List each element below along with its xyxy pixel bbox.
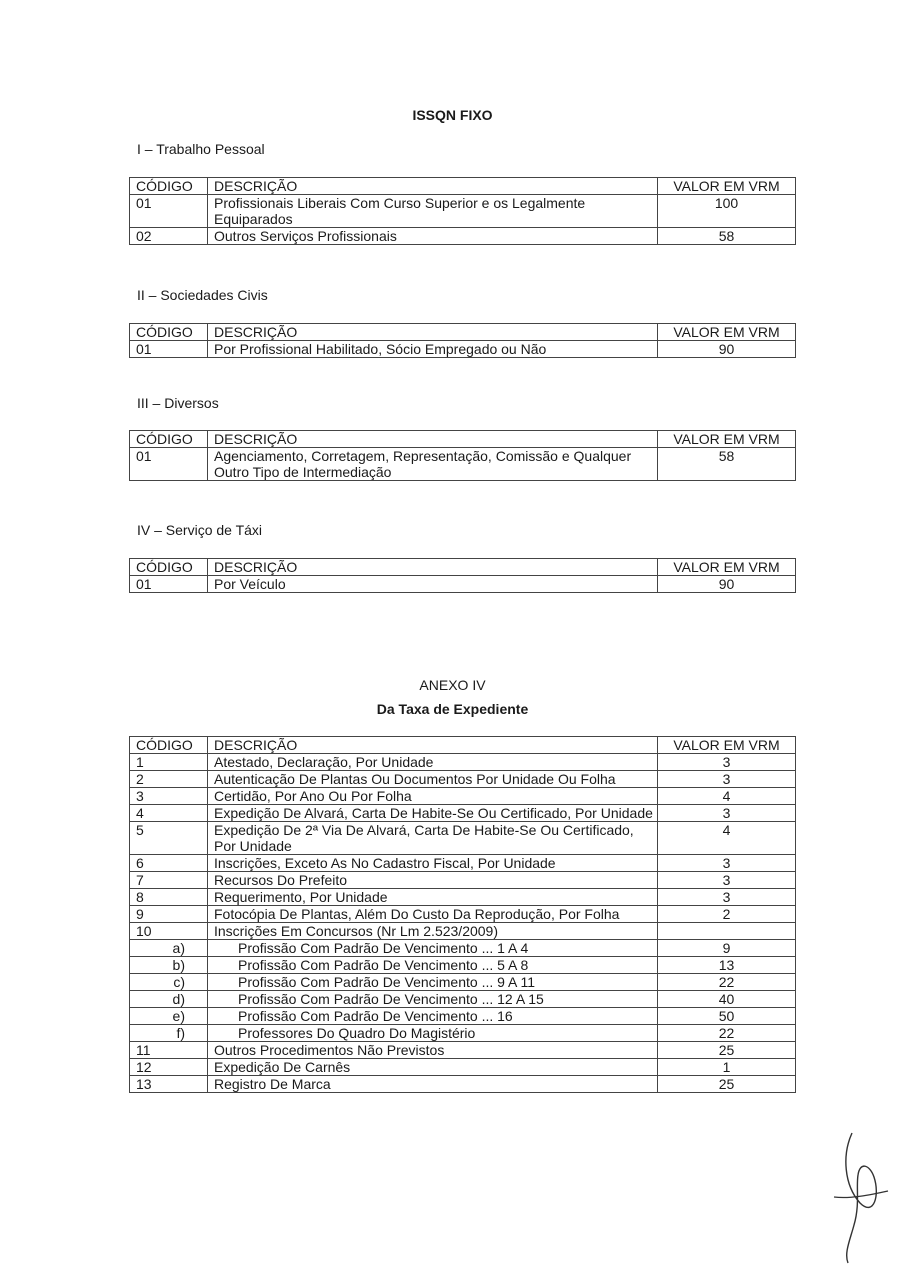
row-desc: Fotocópia De Plantas, Além Do Custo Da Reprodução, Por Folha [208, 906, 658, 923]
row-code: 9 [130, 906, 208, 923]
row-value: 25 [658, 1076, 796, 1093]
row-desc: Profissão Com Padrão De Vencimento ... 1 A 4 [208, 940, 658, 957]
table-row [130, 1025, 796, 1042]
header-descricao: DESCRIÇÃO [208, 737, 658, 754]
header-descricao: DESCRIÇÃO [208, 178, 658, 195]
row-desc: Atestado, Declaração, Por Unidade [208, 754, 658, 771]
header-descricao: DESCRIÇÃO [208, 324, 658, 341]
table-row [130, 889, 796, 906]
row-code: 5 [130, 822, 208, 855]
row-value: 40 [658, 991, 796, 1008]
row-desc: Certidão, Por Ano Ou Por Folha [208, 788, 658, 805]
header-codigo: CÓDIGO [130, 178, 208, 195]
section-title-trabalho-pessoal: I – Trabalho Pessoal [137, 141, 265, 157]
row-value: 50 [658, 1008, 796, 1025]
row-desc: Requerimento, Por Unidade [208, 889, 658, 906]
table-header-row [130, 737, 796, 754]
row-desc: Expedição De Alvará, Carta De Habite-Se Ou Certificado, Por Unidade [208, 805, 658, 822]
row-desc: Por Profissional Habilitado, Sócio Empregado ou Não [208, 341, 658, 358]
section-title-servico-taxi: IV – Serviço de Táxi [137, 522, 263, 538]
table-header-row [130, 178, 796, 195]
header-codigo: CÓDIGO [130, 559, 208, 576]
table-taxa-expediente [129, 736, 796, 1093]
row-code: 01 [130, 448, 208, 481]
row-code: 01 [130, 341, 208, 358]
row-desc: Outros Serviços Profissionais [208, 228, 658, 245]
row-code: 4 [130, 805, 208, 822]
row-desc: Inscrições, Exceto As No Cadastro Fiscal, Por Unidade [208, 855, 658, 872]
row-value: 2 [658, 906, 796, 923]
row-code: 02 [130, 228, 208, 245]
row-code: 01 [130, 576, 208, 593]
header-codigo: CÓDIGO [130, 431, 208, 448]
row-code: 3 [130, 788, 208, 805]
annex-label: ANEXO IV [419, 677, 486, 693]
table-row [130, 754, 796, 771]
row-value: 3 [658, 889, 796, 906]
header-valor: VALOR EM VRM [658, 324, 796, 341]
row-code: 01 [130, 195, 208, 228]
row-desc: Recursos Do Prefeito [208, 872, 658, 889]
row-code: 8 [130, 889, 208, 906]
row-code: e) [130, 1008, 208, 1025]
table-row [130, 228, 796, 245]
table-row [130, 872, 796, 889]
row-value [658, 923, 796, 940]
row-code: 10 [130, 923, 208, 940]
table-row [130, 923, 796, 940]
table-row [130, 1076, 796, 1093]
row-code: c) [130, 974, 208, 991]
row-desc: Profissão Com Padrão De Vencimento ... 5 A 8 [208, 957, 658, 974]
table-header-row [130, 431, 796, 448]
row-code: a) [130, 940, 208, 957]
row-desc: Profissão Com Padrão De Vencimento ... 12 A 15 [208, 991, 658, 1008]
row-value: 90 [658, 341, 796, 358]
row-code: 6 [130, 855, 208, 872]
table-row [130, 991, 796, 1008]
table-row [130, 822, 796, 855]
row-desc: Profissão Com Padrão De Vencimento ... 16 [208, 1008, 658, 1025]
header-descricao: DESCRIÇÃO [208, 431, 658, 448]
header-descricao: DESCRIÇÃO [208, 559, 658, 576]
row-value: 1 [658, 1059, 796, 1076]
table-row [130, 195, 796, 228]
table-servico-taxi [129, 558, 796, 593]
row-desc: Expedição De Carnês [208, 1059, 658, 1076]
table-header-row [130, 324, 796, 341]
table-row [130, 576, 796, 593]
table-row [130, 974, 796, 991]
page-heading: ISSQN FIXO [412, 107, 493, 123]
row-desc: Autenticação De Plantas Ou Documentos Por Unidade Ou Folha [208, 771, 658, 788]
table-row [130, 855, 796, 872]
row-value: 9 [658, 940, 796, 957]
row-value: 3 [658, 805, 796, 822]
table-row [130, 1008, 796, 1025]
table-trabalho-pessoal [129, 177, 796, 245]
row-value: 4 [658, 788, 796, 805]
row-value: 3 [658, 855, 796, 872]
row-code: 2 [130, 771, 208, 788]
table-header-row [130, 559, 796, 576]
header-valor: VALOR EM VRM [658, 737, 796, 754]
annex-title: Da Taxa de Expediente [376, 701, 529, 717]
row-value: 3 [658, 754, 796, 771]
row-code: 13 [130, 1076, 208, 1093]
table-row [130, 341, 796, 358]
header-codigo: CÓDIGO [130, 324, 208, 341]
table-row [130, 771, 796, 788]
table-row [130, 788, 796, 805]
row-code: 1 [130, 754, 208, 771]
section-title-sociedades-civis: II – Sociedades Civis [137, 287, 268, 303]
row-value: 58 [658, 448, 796, 481]
row-value: 3 [658, 872, 796, 889]
row-value: 58 [658, 228, 796, 245]
table-row [130, 1059, 796, 1076]
row-desc: Professores Do Quadro Do Magistério [208, 1025, 658, 1042]
row-code: 11 [130, 1042, 208, 1059]
header-codigo: CÓDIGO [130, 737, 208, 754]
section-title-diversos: III – Diversos [137, 395, 219, 411]
row-desc: Registro De Marca [208, 1076, 658, 1093]
row-code: 7 [130, 872, 208, 889]
row-desc: Outros Procedimentos Não Previstos [208, 1042, 658, 1059]
row-desc: Profissionais Liberais Com Curso Superior e os Legalmente Equiparados [208, 195, 658, 228]
row-code: b) [130, 957, 208, 974]
header-valor: VALOR EM VRM [658, 431, 796, 448]
table-row [130, 957, 796, 974]
table-row [130, 906, 796, 923]
row-desc: Inscrições Em Concursos (Nr Lm 2.523/2009) [208, 923, 658, 940]
row-desc: Expedição De 2ª Via De Alvará, Carta De Habite-Se Ou Certificado, Por Unidade [208, 822, 658, 855]
table-row [130, 448, 796, 481]
table-row [130, 940, 796, 957]
row-value: 90 [658, 576, 796, 593]
handwritten-signature [830, 1125, 890, 1265]
table-diversos [129, 430, 796, 481]
table-row [130, 1042, 796, 1059]
row-desc: Profissão Com Padrão De Vencimento ... 9 A 11 [208, 974, 658, 991]
row-value: 3 [658, 771, 796, 788]
row-code: d) [130, 991, 208, 1008]
row-value: 13 [658, 957, 796, 974]
row-value: 100 [658, 195, 796, 228]
row-code: 12 [130, 1059, 208, 1076]
row-value: 22 [658, 974, 796, 991]
header-valor: VALOR EM VRM [658, 178, 796, 195]
table-row [130, 805, 796, 822]
row-value: 25 [658, 1042, 796, 1059]
header-valor: VALOR EM VRM [658, 559, 796, 576]
table-sociedades-civis [129, 323, 796, 358]
row-desc: Por Veículo [208, 576, 658, 593]
row-desc: Agenciamento, Corretagem, Representação, Comissão e Qualquer Outro Tipo de Intermediação [208, 448, 658, 481]
row-value: 22 [658, 1025, 796, 1042]
row-code: f) [130, 1025, 208, 1042]
row-value: 4 [658, 822, 796, 855]
